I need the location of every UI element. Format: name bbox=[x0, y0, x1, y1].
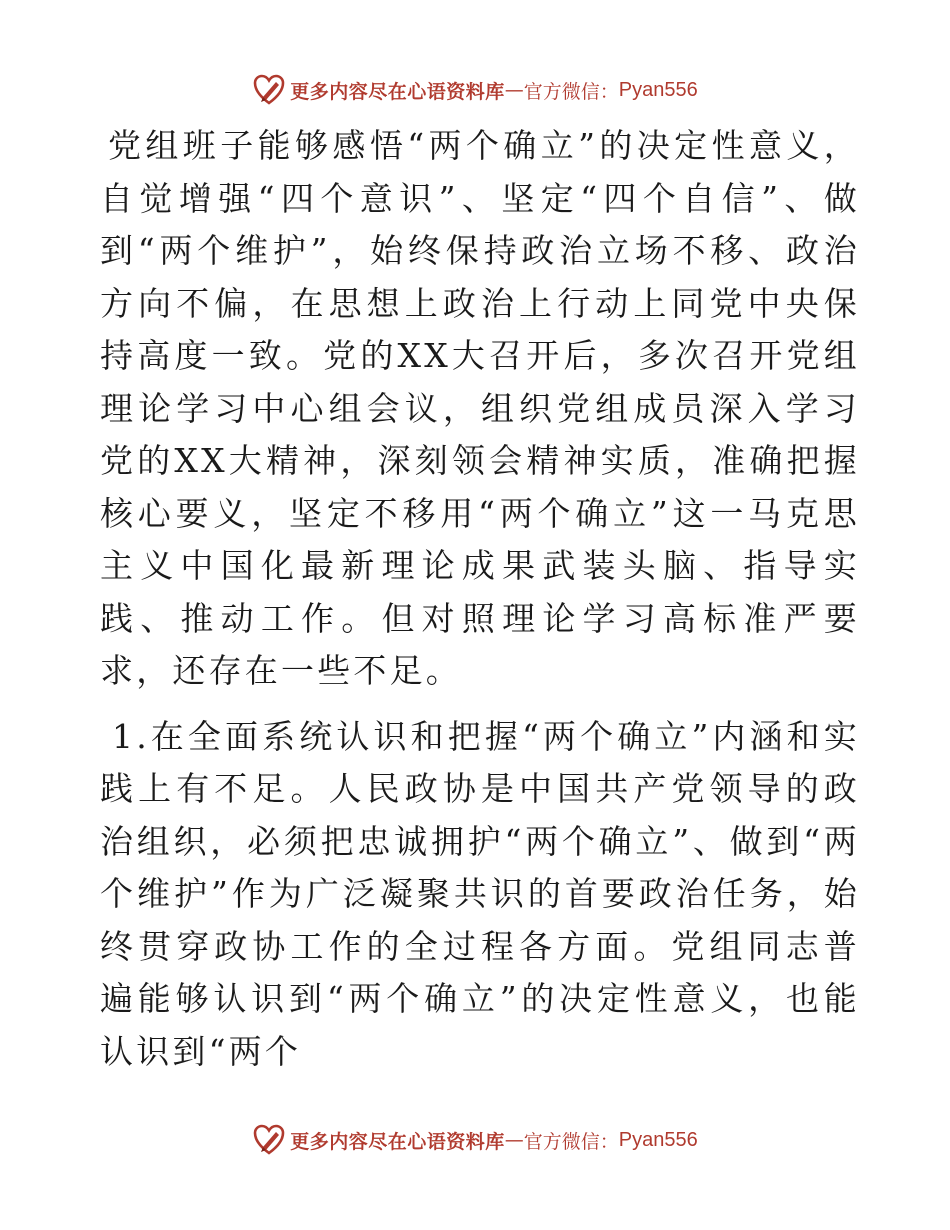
wechat-id: Pyan556 bbox=[618, 1128, 698, 1151]
heart-pen-logo-icon bbox=[252, 73, 286, 107]
wechat-id: Pyan556 bbox=[618, 78, 698, 101]
header-watermark-banner bbox=[0, 70, 950, 110]
heart-pen-logo-icon bbox=[252, 1123, 286, 1157]
library-text: 更多内容尽在心语资料库 bbox=[290, 80, 505, 103]
separator-dash: — bbox=[504, 79, 524, 101]
separator-dash: — bbox=[504, 1129, 524, 1151]
document-body bbox=[100, 120, 860, 1078]
wechat-label: 官方微信： bbox=[523, 1130, 619, 1153]
library-text: 更多内容尽在心语资料库 bbox=[290, 1130, 505, 1153]
paragraph-intro: 党组班子能够感悟“两个确立”的决定性意义，自觉增强“四个意识”、坚定“四个自信”、做到“两个维护”，始终保持政治立场不移、政治方向不偏，在思想上政治上行动上同党中央保持高度一致。党的XX大召开后，多次召开党组理论学习中心组会议，组织党组成员深入学习党的XX大精神，深刻领会精神实质，准确把握核心要义，坚定不移用“两个确立”这一马克思主义中国化最新理论成果武装头脑、指导实践、推动工作。但对照理论学习高标准严要求，还存在一些不足。 bbox=[100, 126, 860, 690]
footer-watermark-banner bbox=[0, 1120, 950, 1160]
wechat-label: 官方微信： bbox=[523, 80, 619, 103]
paragraph-point-1: 1.在全面系统认识和把握“两个确立”内涵和实践上有不足。人民政协是中国共产党领导的政治组织，必须把忠诚拥护“两个确立”、做到“两个维护”作为广泛凝聚共识的首要政治任务，始终贯穿政协工作的全过程各方面。党组同志普遍能够认识到“两个确立”的决定性意义，也能认识到“两个 bbox=[100, 716, 860, 1071]
